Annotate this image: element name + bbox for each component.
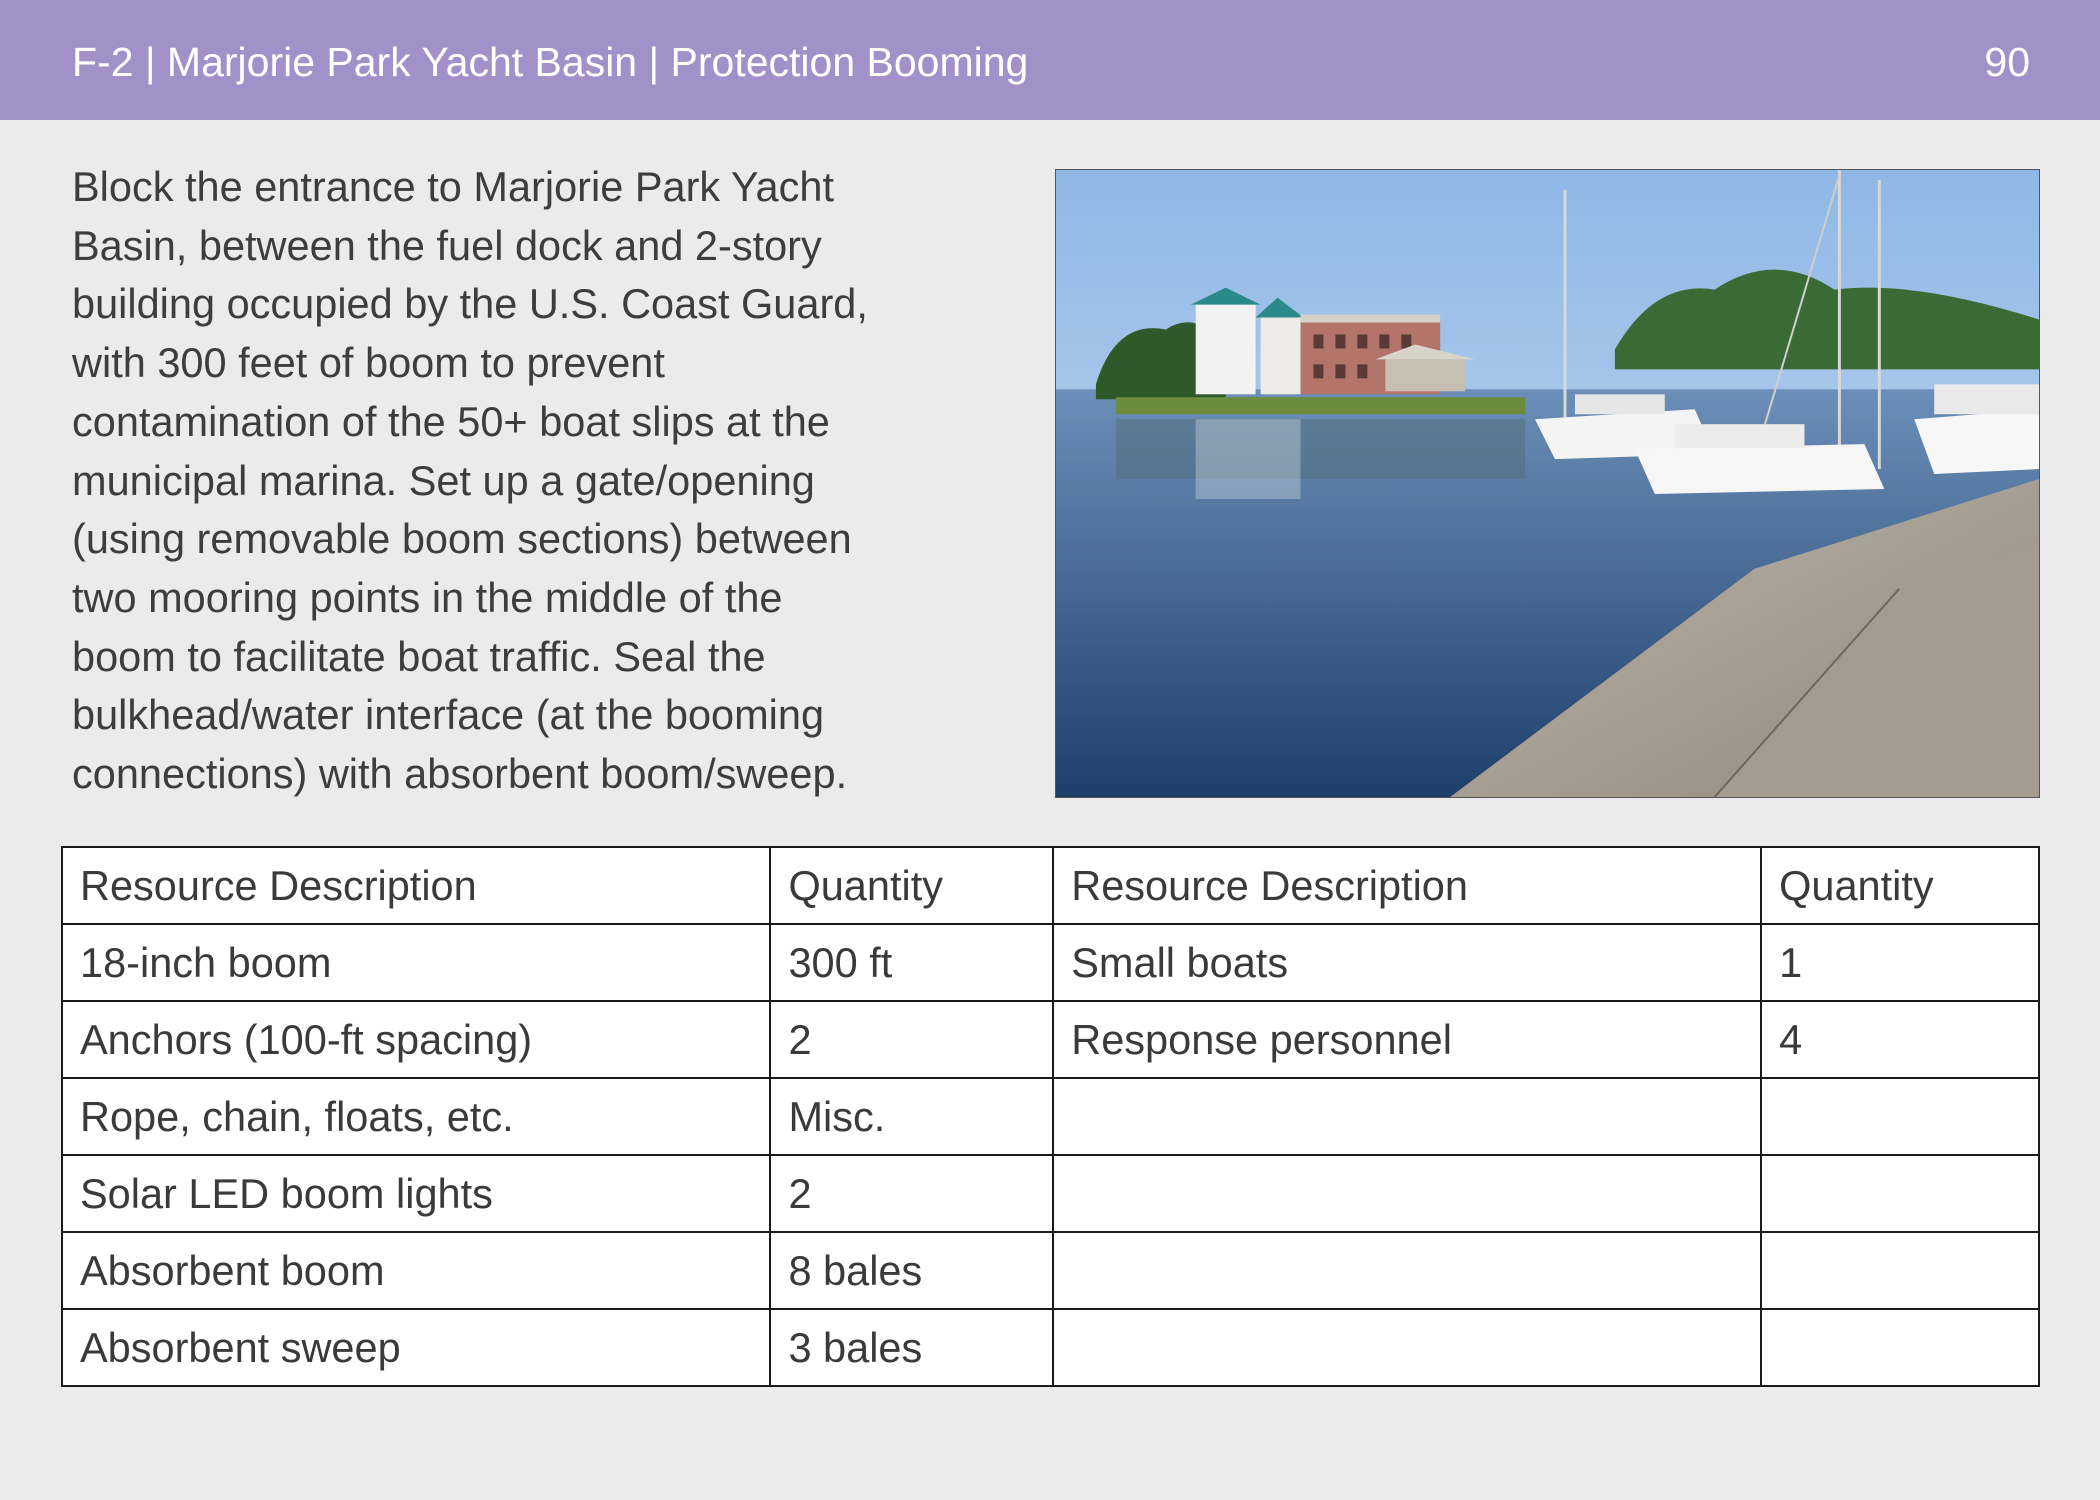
table-cell [1053,1155,1761,1232]
column-header: Quantity [1761,847,2039,924]
table-cell: Rope, chain, floats, etc. [62,1078,770,1155]
table-cell [1053,1232,1761,1309]
table-cell: Solar LED boom lights [62,1155,770,1232]
marina-photo [1055,169,2040,798]
table-cell [1761,1078,2039,1155]
table-row [62,924,2039,1001]
table-cell [1053,1309,1761,1386]
table-cell: Anchors (100-ft spacing) [62,1001,770,1078]
table-cell: 1 [1761,924,2039,1001]
column-header: Resource Description [1053,847,1761,924]
table-row [62,1001,2039,1078]
page-header [0,0,2100,120]
table-cell: 18-inch boom [62,924,770,1001]
column-header: Resource Description [62,847,770,924]
table-header-row [62,847,2039,924]
table-cell: Absorbent boom [62,1232,770,1309]
table-cell: Response personnel [1053,1001,1761,1078]
resource-table [61,846,2040,1387]
table-row [62,1309,2039,1386]
page-number: 90 [1984,39,2030,85]
page-title: F-2 | Marjorie Park Yacht Basin | Protection Booming [72,39,1029,85]
table-cell [1053,1078,1761,1155]
table-row [62,1155,2039,1232]
table-cell: Small boats [1053,924,1761,1001]
description-paragraph: Block the entrance to Marjorie Park Yacht Basin, between the fuel dock and 2-story building occupied by the U.S. Coast Guard, with 300 feet of boom to prevent contamination of the 50+ boat slips at the municipal marina. Set up a gate/opening (using removable boom sections) between two mooring points in the middle of the boom to facilitate boat traffic. Seal the bulkhead/water interface (at the booming connections) with absorbent boom/sweep. [72,163,868,798]
table-cell: Misc. [770,1078,1053,1155]
table-cell: 2 [770,1155,1053,1232]
marina-photo-illustration [1056,170,2039,797]
table-row [62,1078,2039,1155]
table-cell: Absorbent sweep [62,1309,770,1386]
table-cell [1761,1232,2039,1309]
table-cell: 8 bales [770,1232,1053,1309]
table-cell [1761,1309,2039,1386]
table-cell: 2 [770,1001,1053,1078]
table-cell: 300 ft [770,924,1053,1001]
table-cell [1761,1155,2039,1232]
table-row [62,1232,2039,1309]
table-cell: 3 bales [770,1309,1053,1386]
column-header: Quantity [770,847,1053,924]
table-cell: 4 [1761,1001,2039,1078]
